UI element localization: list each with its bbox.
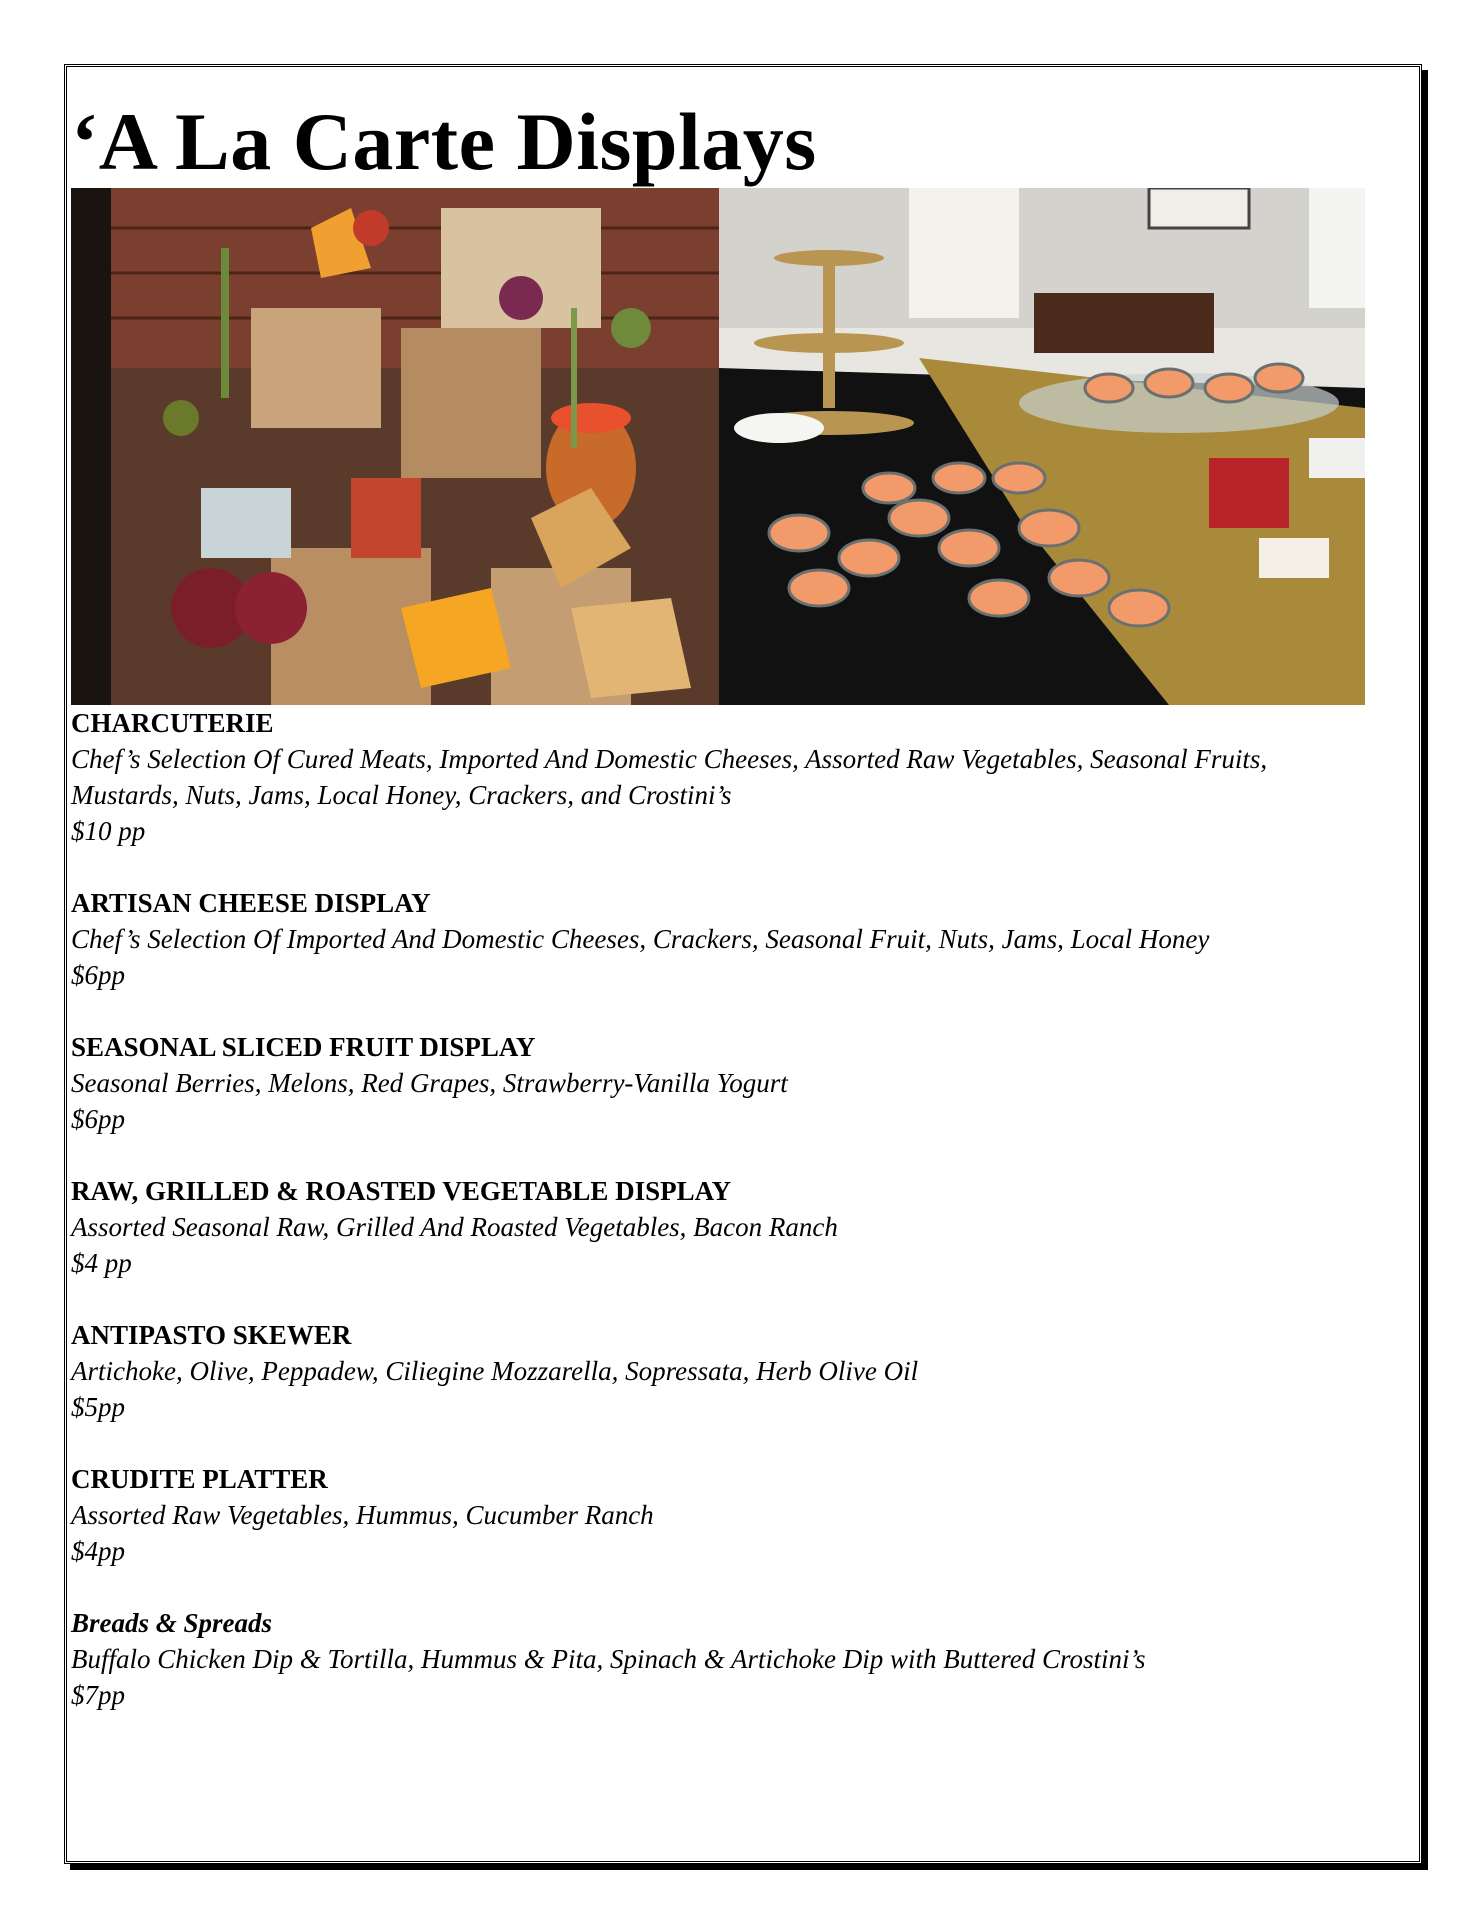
photo-strip (71, 188, 1365, 705)
item-description: Seasonal Berries, Melons, Red Grapes, Strawberry-Vanilla Yogurt (71, 1068, 788, 1098)
menu-item-crudite-platter (71, 1461, 1371, 1569)
item-name: CHARCUTERIE (71, 708, 274, 738)
item-name: Breads & Spreads (71, 1608, 273, 1638)
item-description: Artichoke, Olive, Peppadew, Ciliegine Mozzarella, Sopressata, Herb Olive Oil (71, 1356, 919, 1386)
item-name: CRUDITE PLATTER (71, 1464, 328, 1494)
menu-item-charcuterie (71, 705, 1371, 849)
menu-item-vegetable-display (71, 1173, 1371, 1281)
item-price: $6pp (71, 1104, 125, 1134)
menu-item-artisan-cheese (71, 885, 1371, 993)
page-header (71, 96, 1411, 188)
item-price: $5pp (71, 1392, 125, 1422)
item-name: SEASONAL SLICED FRUIT DISPLAY (71, 1032, 536, 1062)
item-description: Chef’s Selection Of Cured Meats, Imported And Domestic Cheeses, Assorted Raw Vegetables, Seasonal Fruits, Mustards, Nuts, Jams, Local Honey, Crackers, and Crostini’s (71, 744, 1268, 810)
item-description: Assorted Raw Vegetables, Hummus, Cucumber Ranch (71, 1500, 654, 1530)
menu-item-antipasto-skewer (71, 1317, 1371, 1425)
menu-list (71, 705, 1371, 1749)
item-price: $4 pp (71, 1248, 132, 1278)
charcuterie-photo (71, 188, 719, 705)
menu-item-breads-spreads (71, 1605, 1371, 1713)
item-description: Buffalo Chicken Dip & Tortilla, Hummus & Pita, Spinach & Artichoke Dip with Buttered Crostini’s (71, 1644, 1146, 1674)
menu-item-fruit-display (71, 1029, 1371, 1137)
item-price: $7pp (71, 1680, 125, 1710)
item-price: $10 pp (71, 816, 146, 846)
item-name: RAW, GRILLED & ROASTED VEGETABLE DISPLAY (71, 1176, 732, 1206)
page-title: ‘A La Carte Displays (71, 96, 817, 187)
item-description: Assorted Seasonal Raw, Grilled And Roasted Vegetables, Bacon Ranch (71, 1212, 838, 1242)
item-name: ANTIPASTO SKEWER (71, 1320, 352, 1350)
shrimp-cocktail-photo (719, 188, 1365, 705)
item-price: $6pp (71, 960, 125, 990)
item-price: $4pp (71, 1536, 125, 1566)
item-name: ARTISAN CHEESE DISPLAY (71, 888, 431, 918)
item-description: Chef’s Selection Of Imported And Domestic Cheeses, Crackers, Seasonal Fruit, Nuts, Jams, Local Honey (71, 924, 1210, 954)
